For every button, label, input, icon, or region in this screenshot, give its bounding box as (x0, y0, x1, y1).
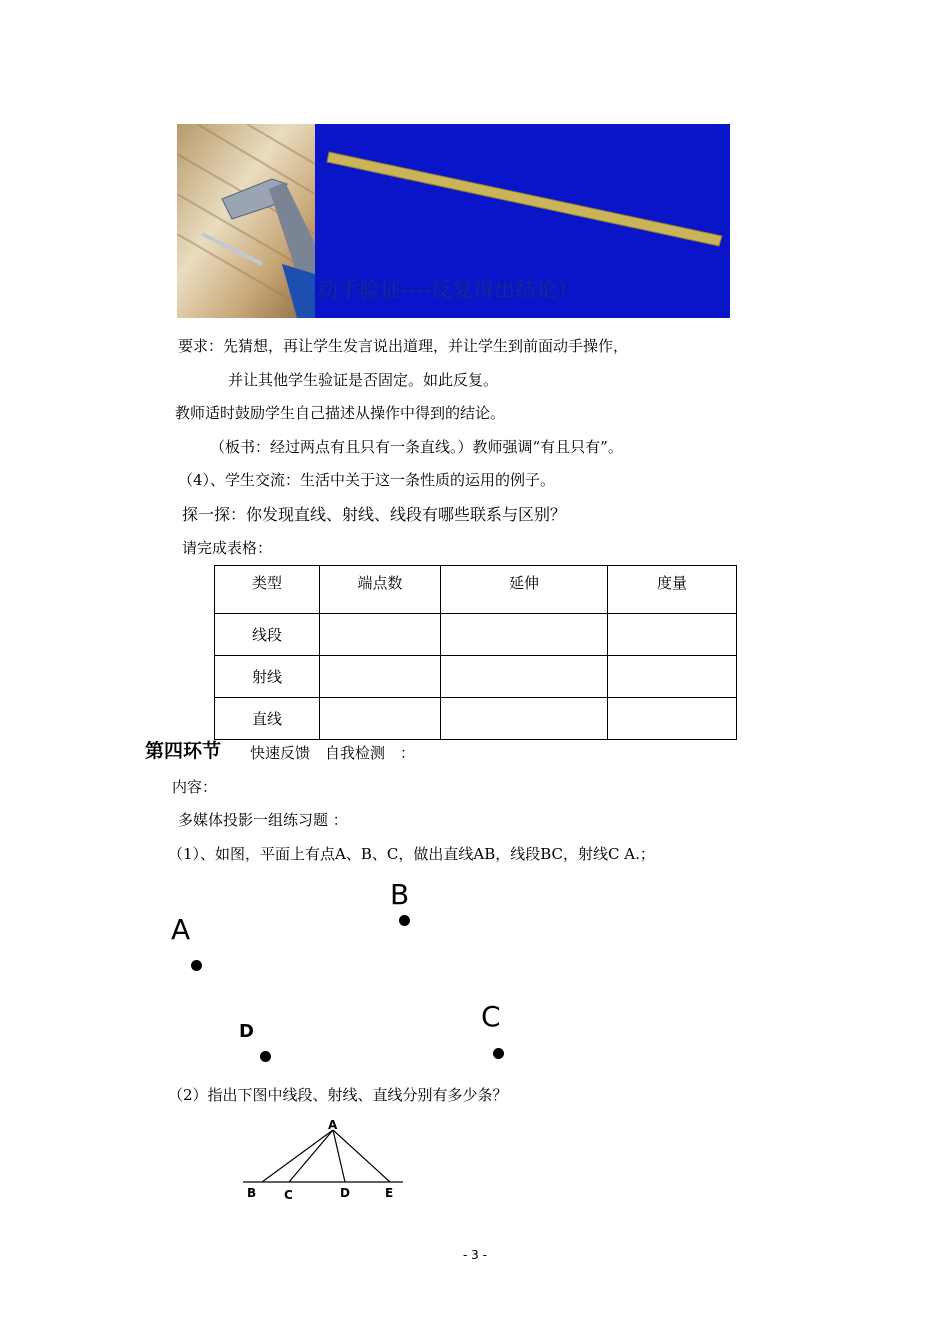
encourage-text: 教师适时鼓励学生自己描述从操作中得到的结论。 (175, 404, 506, 422)
table-header-cell: 延伸 (441, 566, 608, 614)
table-cell (320, 614, 441, 656)
table-cell (608, 656, 737, 698)
table-cell: 射线 (215, 656, 320, 698)
banner-caption: 动手验证----反复得出结论） (317, 278, 579, 302)
segment-ac (289, 1130, 333, 1182)
rays-figure (235, 1115, 415, 1210)
table-cell (441, 698, 608, 740)
table-header-row (215, 566, 737, 614)
point-label-c: C (481, 1000, 501, 1033)
table-cell (441, 656, 608, 698)
line-types-table (214, 565, 737, 740)
point-c-dot (493, 1048, 504, 1059)
table-cell: 线段 (215, 614, 320, 656)
table-row (215, 614, 737, 656)
point-label-a: A (171, 913, 191, 946)
fig2-label-a: A (328, 1118, 338, 1132)
table-cell (320, 698, 441, 740)
page-number: - 3 - (463, 1248, 487, 1262)
complete-table-text: 请完成表格： (182, 539, 273, 557)
section-title: 第四环节 (145, 740, 222, 762)
content-label: 内容： (172, 778, 218, 796)
projection-text: 多媒体投影一组练习题 ： (178, 811, 348, 829)
table-header-cell: 类型 (215, 566, 320, 614)
requirement-continuation: 并让其他学生验证是否固定。如此反复。 (228, 371, 499, 389)
question-1: （1）、如图，平面上有点A、B、C，做出直线AB，线段BC，射线C A.； (168, 845, 655, 863)
section-subtitle: 快速反馈 自我检测 ： (250, 744, 416, 762)
fig2-label-d: D (340, 1186, 350, 1200)
table-row (215, 698, 737, 740)
table-header-cell: 端点数 (320, 566, 441, 614)
fig2-label-e: E (385, 1186, 394, 1200)
table-cell: 直线 (215, 698, 320, 740)
segment-ae (333, 1130, 390, 1182)
table-cell (320, 656, 441, 698)
point-label-d: D (239, 1021, 254, 1042)
table-row (215, 656, 737, 698)
table-cell (608, 698, 737, 740)
table-cell (608, 614, 737, 656)
explore-text: 探一探：你发现直线、射线、线段有哪些联系与区别？ (182, 505, 567, 524)
segment-ab (262, 1130, 333, 1182)
segment-ad (333, 1130, 345, 1182)
point-b-dot (399, 915, 410, 926)
point-a-dot (191, 960, 202, 971)
board-writing-text: （板书：经过两点有且只有一条直线。）教师强调“有且只有”。 (210, 438, 623, 456)
exchange-text: （4）、学生交流：生活中关于这一条性质的运用的例子。 (178, 471, 556, 489)
fig2-label-c: C (284, 1188, 293, 1202)
requirement-text: 要求：先猜想，再让学生发言说出道理，并让学生到前面动手操作， (178, 337, 629, 355)
fig2-label-b: B (247, 1186, 257, 1200)
banner-image (177, 124, 730, 318)
point-d-dot (260, 1051, 271, 1062)
table-header-cell: 度量 (608, 566, 737, 614)
table-cell (441, 614, 608, 656)
point-label-b: B (390, 878, 410, 911)
question-2: （2）指出下图中线段、射线、直线分别有多少条？ (168, 1086, 508, 1104)
